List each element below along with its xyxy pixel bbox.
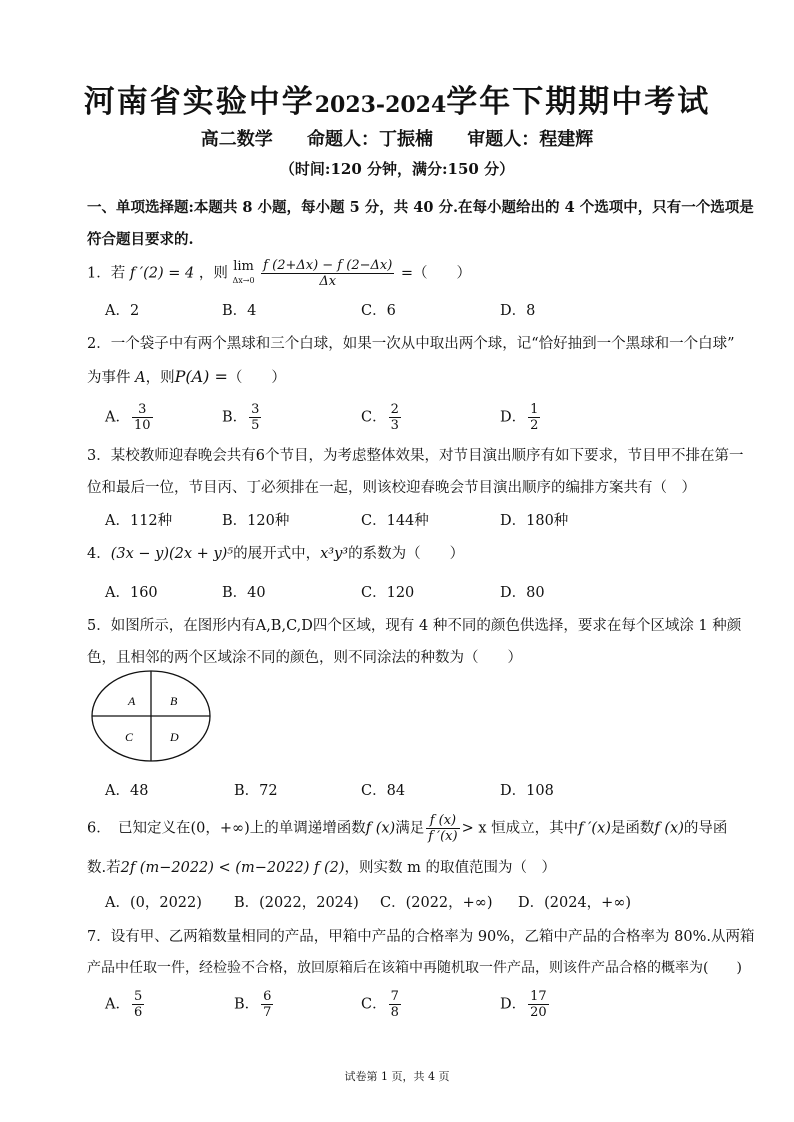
question-1: 1．若 f ′(2) = 4 ，则 lim Δx→0 $\frac{f (2+\Delta x) - f (2-\Delta x)}{\Delta x}$ =（ ） bbox=[87, 258, 472, 289]
question-2-cont: 为事件 A，则P(A) =（ ） bbox=[87, 367, 286, 386]
question-7: 7．设有甲、乙两箱数量相同的产品，甲箱中产品的合格率为 90%，乙箱中产品的合格率为 80%.从两箱 bbox=[87, 929, 755, 945]
option-a: A．160 bbox=[105, 585, 158, 601]
math-fraction: $\frac{f (x)}{f '(x)}$ bbox=[428, 813, 458, 844]
option-d: D．180种 bbox=[500, 513, 569, 529]
option-a: A． $\frac{3}{10}$ bbox=[105, 402, 151, 433]
question-4: 4．(3x − y)(2x + y)⁵的展开式中，x³y³的系数为（ ） bbox=[87, 546, 465, 562]
option-b: B．120种 bbox=[222, 513, 290, 529]
question-7-cont: 产品中任取一件，经检验不合格，放回原箱后在该箱中再随机取一件产品，则该件产品合格的概率为( ) bbox=[87, 960, 742, 976]
section-heading: 一、单项选择题:本题共 8 小题，每小题 5 分，共 40 分.在每小题给出的 4 个选项中，只有一个选项是 bbox=[87, 199, 754, 216]
option-b: B．40 bbox=[222, 585, 266, 601]
exam-title bbox=[0, 76, 794, 121]
option-c: C．84 bbox=[361, 783, 406, 799]
option-d: D．108 bbox=[500, 783, 554, 799]
question-3: 3．某校教师迎春晚会共有6个节目，为考虑整体效果，对节目演出顺序有如下要求，节目甲不排在第一 bbox=[87, 448, 744, 464]
option-a: A．112种 bbox=[105, 513, 173, 529]
limit-symbol: lim Δx→0 bbox=[232, 258, 255, 285]
math-expr: (3x − y)(2x + y)⁵ bbox=[110, 546, 234, 562]
region-a: A bbox=[128, 694, 136, 708]
page-footer: 试卷第 1 页，共 4 页 bbox=[344, 1070, 450, 1083]
option-c: C．6 bbox=[361, 303, 396, 319]
option-c: C． $\frac{7}{8}$ bbox=[361, 989, 399, 1020]
region-c: C bbox=[125, 730, 134, 744]
title-school: 河南省实验中学 bbox=[83, 84, 315, 120]
option-a: A．(0，2022) bbox=[105, 895, 202, 911]
time-info: （时间:120 分钟，满分:150 分） bbox=[279, 160, 515, 178]
option-a: A．48 bbox=[105, 783, 149, 799]
math-ineq: 2f (m−2022) < (m−2022) f (2) bbox=[120, 860, 345, 876]
question-3-cont: 位和最后一位，节目丙、丁必须排在一起，则该校迎春晚会节目演出顺序的编排方案共有（ ） bbox=[87, 480, 696, 496]
region-diagram bbox=[90, 668, 214, 764]
title-year: 2023-2024 bbox=[314, 92, 447, 118]
option-c: C． $\frac{2}{3}$ bbox=[361, 402, 399, 433]
title-term: 学年下期期中考试 bbox=[446, 84, 711, 120]
option-b: B． $\frac{3}{5}$ bbox=[222, 402, 260, 433]
option-d: D．80 bbox=[500, 585, 545, 601]
option-a: A．2 bbox=[105, 303, 140, 319]
question-5-cont: 色，且相邻的两个区域涂不同的颜色，则不同涂法的种数为（ ） bbox=[87, 650, 522, 666]
option-c: C．(2022，+∞) bbox=[380, 895, 493, 911]
math-fraction: $\frac{f (2+\Delta x) - f (2-\Delta x)}{\Delta x}$ bbox=[263, 258, 393, 289]
option-d: D． $\frac{17}{20}$ bbox=[500, 989, 547, 1020]
reviewer-label: 审题人：程建辉 bbox=[467, 129, 594, 150]
exam-subtitle bbox=[0, 125, 794, 151]
option-d: D．(2024，+∞) bbox=[518, 895, 632, 911]
option-c: C．120 bbox=[361, 585, 415, 601]
author-label: 命题人：丁振楠 bbox=[307, 129, 433, 150]
option-a: A． $\frac{5}{6}$ bbox=[105, 989, 143, 1020]
question-6-cont: 数.若2f (m−2022) < (m−2022) f (2)，则实数 m 的取值范围为（ ） bbox=[87, 860, 556, 876]
subject-label: 高二数学 bbox=[200, 129, 273, 150]
section-heading-cont: 符合题目要求的. bbox=[87, 231, 194, 248]
option-b: B．(2022，2024) bbox=[234, 895, 359, 911]
math-cond: f ′(2) = 4 bbox=[129, 265, 195, 282]
option-d: D．8 bbox=[500, 303, 536, 319]
option-d: D． $\frac{1}{2}$ bbox=[500, 402, 539, 433]
option-b: B．4 bbox=[222, 303, 257, 319]
option-b: B．72 bbox=[234, 783, 278, 799]
question-6: 6． 已知定义在(0，+∞)上的单调递增函数f (x)满足 $\frac{f (x)}{f '(x)}$ > x 恒成立，其中f ′(x)是函数f (x)的导函 bbox=[87, 813, 728, 844]
region-d: D bbox=[170, 730, 179, 744]
question-5: 5．如图所示，在图形内有A,B,C,D四个区域，现有 4 种不同的颜色供选择，要求在每个区域涂 1 种颜 bbox=[87, 618, 742, 634]
region-b: B bbox=[170, 694, 178, 708]
question-2: 2．一个袋子中有两个黑球和三个白球，如果一次从中取出两个球，记“恰好抽到一个黑球和一个白球” bbox=[87, 336, 735, 352]
option-c: C．144种 bbox=[361, 513, 429, 529]
math-term: x³y³ bbox=[320, 546, 349, 562]
option-b: B． $\frac{6}{7}$ bbox=[234, 989, 272, 1020]
